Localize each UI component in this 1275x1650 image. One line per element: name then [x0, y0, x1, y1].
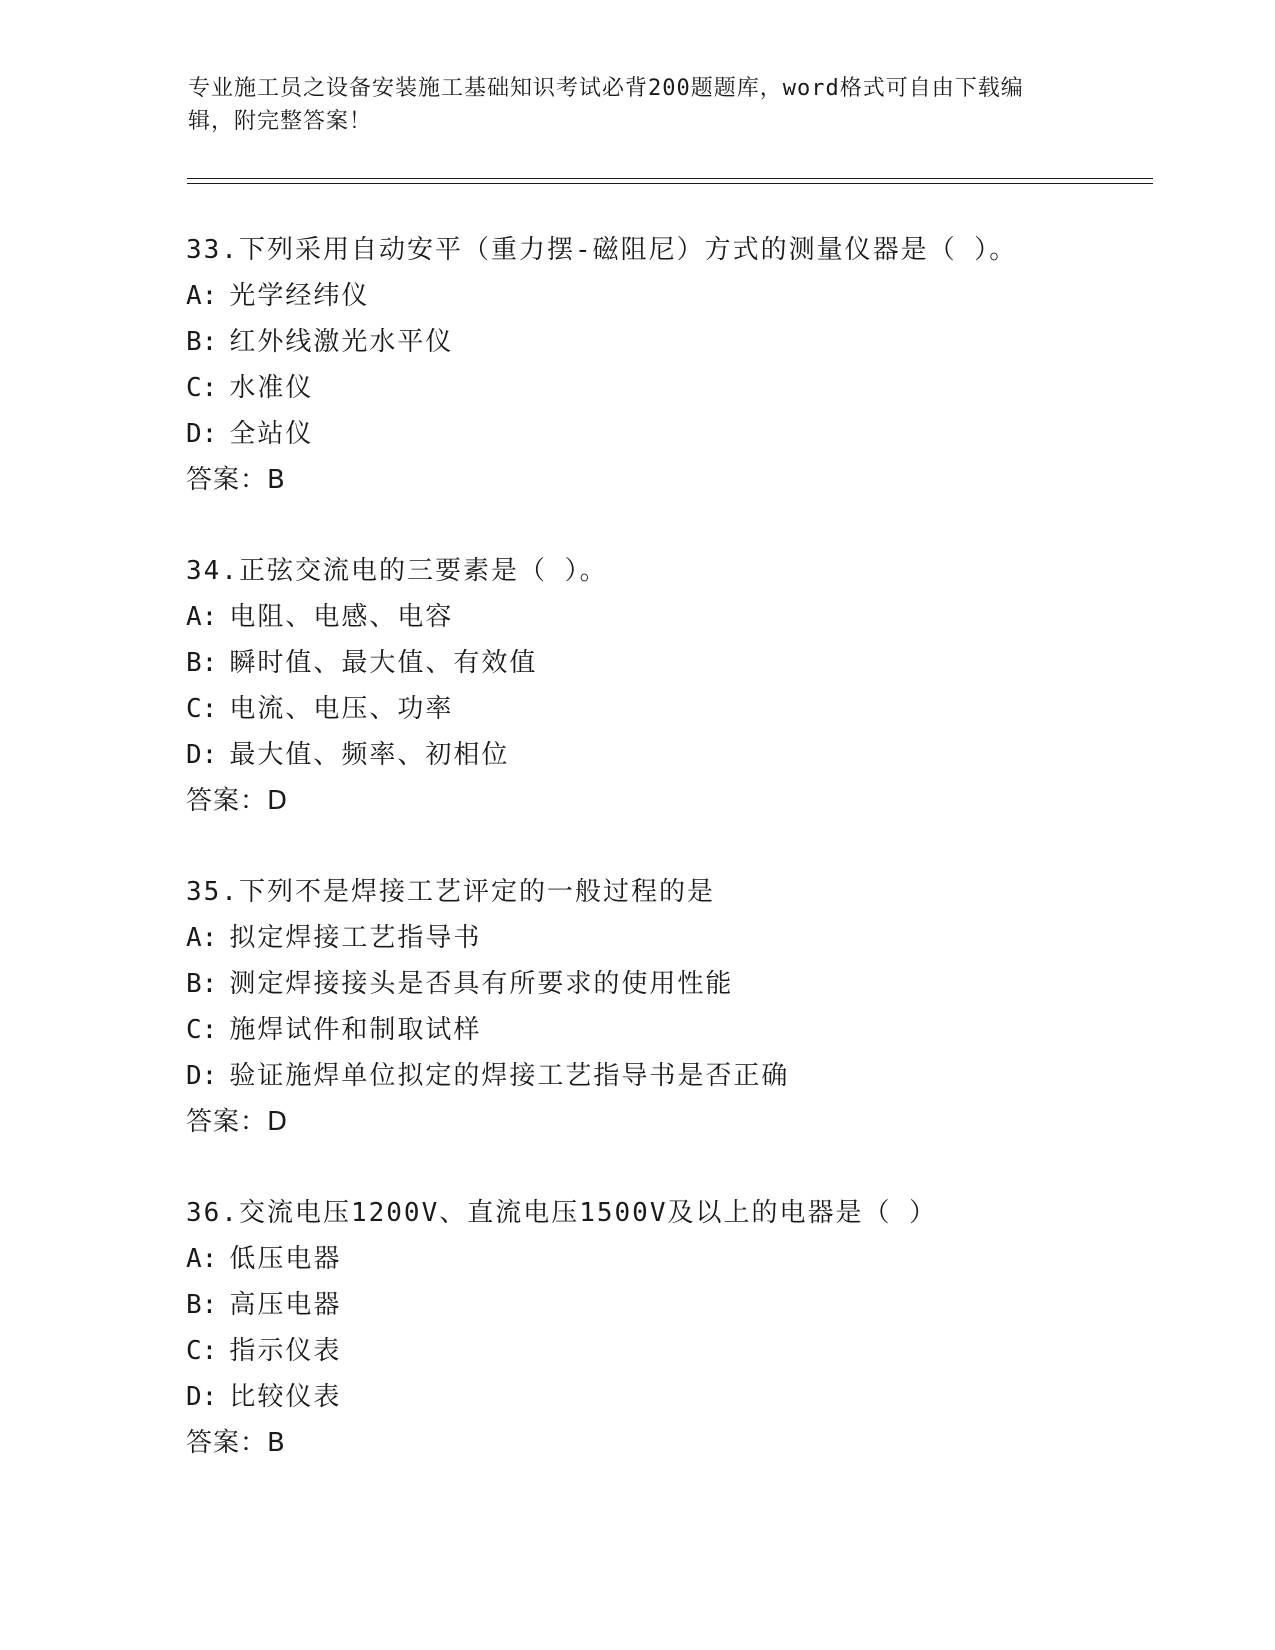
question-stem: 34.正弦交流电的三要素是（ ）。 — [186, 556, 608, 586]
option-letter: D: — [186, 740, 218, 770]
option-letter: D: — [186, 419, 218, 449]
option-b — [186, 961, 1166, 1007]
question-stem: 33.下列采用自动安平（重力摆-磁阻尼）方式的测量仪器是（ ）。 — [186, 235, 1018, 265]
option-text: 电阻、电感、电容 — [229, 602, 454, 632]
header-divider-top — [187, 178, 1153, 179]
option-letter: D: — [186, 1382, 218, 1412]
option-letter: C: — [186, 1015, 218, 1045]
option-d — [186, 411, 1166, 457]
question-33 — [186, 227, 1166, 503]
answer-line: 答案：B — [186, 1428, 286, 1458]
option-d — [186, 732, 1166, 778]
option-a — [186, 915, 1166, 961]
option-a — [186, 1236, 1166, 1282]
question-stem: 36.交流电压1200V、直流电压1500V及以上的电器是（ ） — [186, 1198, 938, 1228]
option-letter: B: — [186, 969, 218, 999]
option-b — [186, 319, 1166, 365]
option-letter: B: — [186, 1290, 218, 1320]
option-letter: C: — [186, 1336, 218, 1366]
option-letter: B: — [186, 648, 218, 678]
answer-line: 答案：D — [186, 1107, 289, 1137]
option-b — [186, 640, 1166, 686]
option-c — [186, 686, 1166, 732]
option-text: 拟定焊接工艺指导书 — [229, 923, 482, 953]
option-text: 瞬时值、最大值、有效值 — [229, 648, 538, 678]
option-text: 光学经纬仪 — [229, 281, 370, 311]
answer-line: 答案：D — [186, 786, 289, 816]
option-text: 低压电器 — [229, 1244, 342, 1274]
question-34 — [186, 548, 1166, 824]
option-text: 最大值、频率、初相位 — [229, 740, 510, 770]
option-text: 比较仪表 — [229, 1382, 342, 1412]
option-c — [186, 1007, 1166, 1053]
answer-line: 答案：B — [186, 465, 286, 495]
option-text: 电流、电压、功率 — [229, 694, 454, 724]
option-letter: A: — [186, 281, 218, 311]
option-text: 施焊试件和制取试样 — [229, 1015, 482, 1045]
question-35 — [186, 869, 1166, 1145]
option-text: 验证施焊单位拟定的焊接工艺指导书是否正确 — [229, 1061, 790, 1091]
option-letter: C: — [186, 373, 218, 403]
option-c — [186, 1328, 1166, 1374]
option-letter: A: — [186, 602, 218, 632]
option-letter: C: — [186, 694, 218, 724]
option-a — [186, 594, 1166, 640]
option-text: 高压电器 — [229, 1290, 342, 1320]
option-letter: B: — [186, 327, 218, 357]
option-letter: D: — [186, 1061, 218, 1091]
option-a — [186, 273, 1166, 319]
option-text: 红外线激光水平仪 — [229, 327, 454, 357]
option-text: 全站仪 — [229, 419, 314, 449]
option-d — [186, 1053, 1166, 1099]
option-c — [186, 365, 1166, 411]
option-b — [186, 1282, 1166, 1328]
option-d — [186, 1374, 1166, 1420]
option-letter: A: — [186, 1244, 218, 1274]
question-stem: 35.下列不是焊接工艺评定的一般过程的是 — [186, 877, 715, 907]
option-text: 测定焊接接头是否具有所要求的使用性能 — [229, 969, 734, 999]
question-36 — [186, 1190, 1166, 1466]
option-text: 水准仪 — [229, 373, 314, 403]
header-divider-bottom — [187, 183, 1153, 184]
option-letter: A: — [186, 923, 218, 953]
option-text: 指示仪表 — [229, 1336, 342, 1366]
document-header: 专业施工员之设备安装施工基础知识考试必背200题题库，word格式可自由下载编辑，附完整答案！ — [188, 76, 1024, 134]
